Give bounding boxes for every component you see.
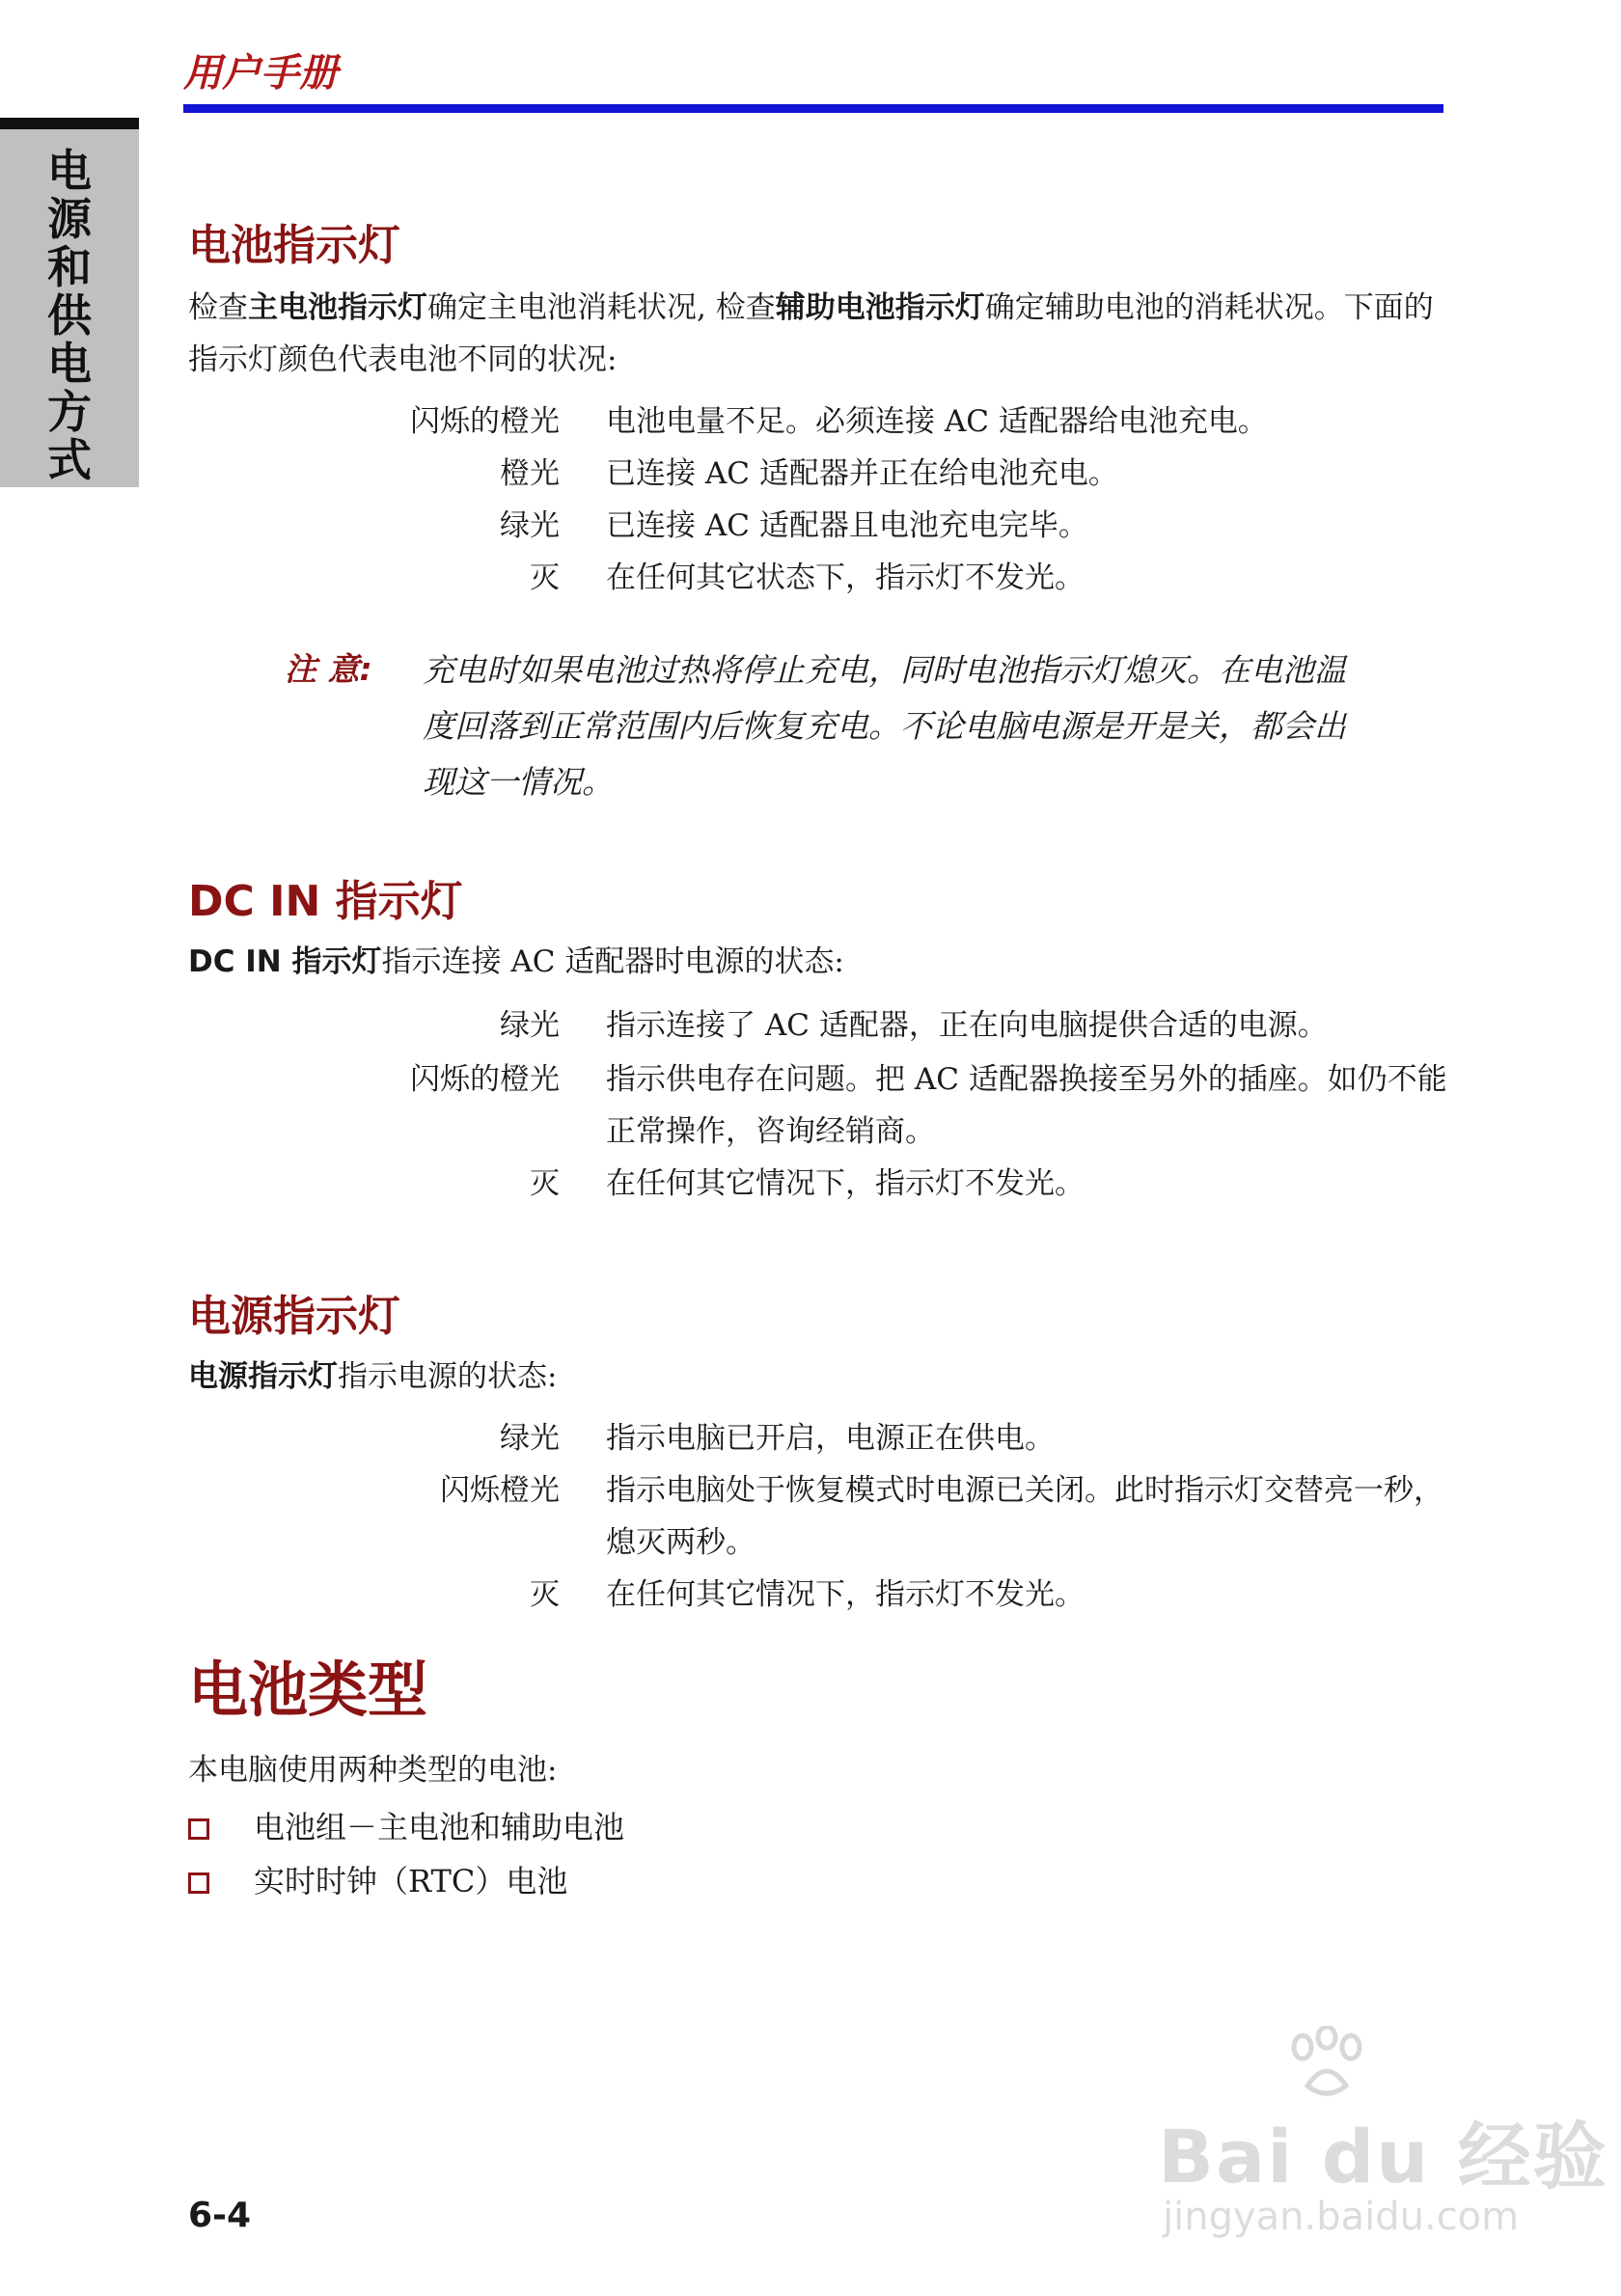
- state-description: 已连接 AC 适配器且电池充电完毕。: [606, 508, 1088, 543]
- header-rule: [183, 104, 1443, 113]
- state-label: 灭: [530, 1166, 560, 1201]
- watermark-brand: Bai du 经验: [1158, 2114, 1608, 2200]
- battery-types-intro: 本电脑使用两种类型的电池:: [188, 1753, 558, 1788]
- battery-state-row: [0, 448, 1447, 500]
- battery-indicator-intro: [188, 282, 1452, 386]
- side-tab-char: 供: [47, 289, 92, 342]
- watermark-url: jingyan.baidu.com: [1163, 2195, 1520, 2239]
- power-state-row: [0, 1569, 1447, 1621]
- power-state-row: [0, 1412, 1447, 1464]
- list-item-text: 电池组－主电池和辅助电池: [254, 1809, 625, 1845]
- state-label: 闪烁的橙光: [410, 404, 560, 439]
- side-tab-char: 电: [47, 145, 92, 197]
- state-label: 灭: [530, 560, 560, 595]
- intro-bold-term: 主电池指示灯: [248, 290, 427, 325]
- state-description: 在任何其它情况下，指示灯不发光。: [606, 1577, 1085, 1612]
- checkbox-bullet-icon: [188, 1872, 209, 1894]
- intro-text: 确定主电池消耗状况, 检查: [427, 290, 776, 325]
- intro-bold-term: 辅助电池指示灯: [775, 290, 985, 325]
- intro-bold-term: DC IN 指示灯: [188, 944, 382, 979]
- battery-indicator-heading: 电池指示灯: [188, 221, 400, 270]
- side-tab-char: 和: [47, 241, 92, 293]
- state-description: 指示电脑已开启，电源正在供电。: [606, 1421, 1055, 1456]
- page-number: 6-4: [188, 2196, 252, 2235]
- dcin-indicator-intro: [188, 936, 1452, 988]
- state-label: 绿光: [500, 508, 560, 543]
- power-state-row: [0, 1464, 1447, 1571]
- state-description: 电池电量不足。必须连接 AC 适配器给电池充电。: [606, 404, 1268, 439]
- state-label: 绿光: [500, 1008, 560, 1043]
- dcin-state-row: [0, 1053, 1447, 1160]
- battery-state-row: [0, 500, 1447, 552]
- state-description: 已连接 AC 适配器并正在给电池充电。: [606, 456, 1118, 491]
- dcin-state-row: [0, 1158, 1447, 1210]
- state-description: 指示供电存在问题。把 AC 适配器换接至另外的插座。如仍不能正常操作，咨询经销商。: [606, 1062, 1447, 1149]
- note-label: 注 意:: [285, 650, 372, 688]
- dcin-indicator-heading: DC IN 指示灯: [188, 877, 463, 926]
- side-tab-char: 式: [47, 434, 92, 486]
- state-label: 闪烁的橙光: [410, 1062, 560, 1097]
- side-tab-char: 方: [47, 386, 92, 438]
- paw-watermark-icon: [1283, 2026, 1370, 2103]
- state-label: 橙光: [500, 456, 560, 491]
- battery-state-row: [0, 396, 1447, 448]
- state-description: 在任何其它情况下，指示灯不发光。: [606, 1166, 1085, 1201]
- intro-bold-term: 电源指示灯: [188, 1359, 338, 1394]
- side-tab-char: 电: [47, 338, 92, 390]
- intro-text: 指示连接 AC 适配器时电源的状态:: [381, 944, 844, 979]
- intro-text: 确定辅助电池的消耗状况。下面的指示灯颜色代表电池不同的状况:: [188, 290, 1434, 377]
- running-header-title: 用户手册: [183, 51, 338, 96]
- dcin-state-row: [0, 999, 1447, 1052]
- power-indicator-heading: 电源指示灯: [188, 1292, 400, 1341]
- battery-state-row: [0, 552, 1447, 604]
- side-tab-char: 源: [47, 193, 92, 245]
- intro-text: 指示电源的状态:: [338, 1359, 558, 1394]
- checkbox-bullet-icon: [188, 1818, 209, 1840]
- list-item: [188, 1800, 624, 1854]
- intro-text: 检查: [188, 290, 248, 325]
- battery-types-heading: 电池类型: [188, 1654, 428, 1725]
- power-indicator-intro: [188, 1351, 1452, 1403]
- note-text: 充电时如果电池过热将停止充电，同时电池指示灯熄灭。在电池温度回落到正常范围内后恢复充电。不论电脑电源是开是关，都会出现这一情况。: [423, 651, 1346, 801]
- state-description: 指示电脑处于恢复模式时电源已关闭。此时指示灯交替亮一秒，熄灭两秒。: [606, 1473, 1443, 1560]
- state-description: 在任何其它状态下，指示灯不发光。: [606, 560, 1085, 595]
- state-description: 指示连接了 AC 适配器，正在向电脑提供合适的电源。: [606, 1008, 1328, 1043]
- list-item-text: 实时时钟（RTC）电池: [254, 1863, 568, 1900]
- state-label: 绿光: [500, 1421, 560, 1456]
- state-label: 闪烁橙光: [440, 1473, 560, 1508]
- list-item: [188, 1854, 567, 1908]
- state-label: 灭: [530, 1577, 560, 1612]
